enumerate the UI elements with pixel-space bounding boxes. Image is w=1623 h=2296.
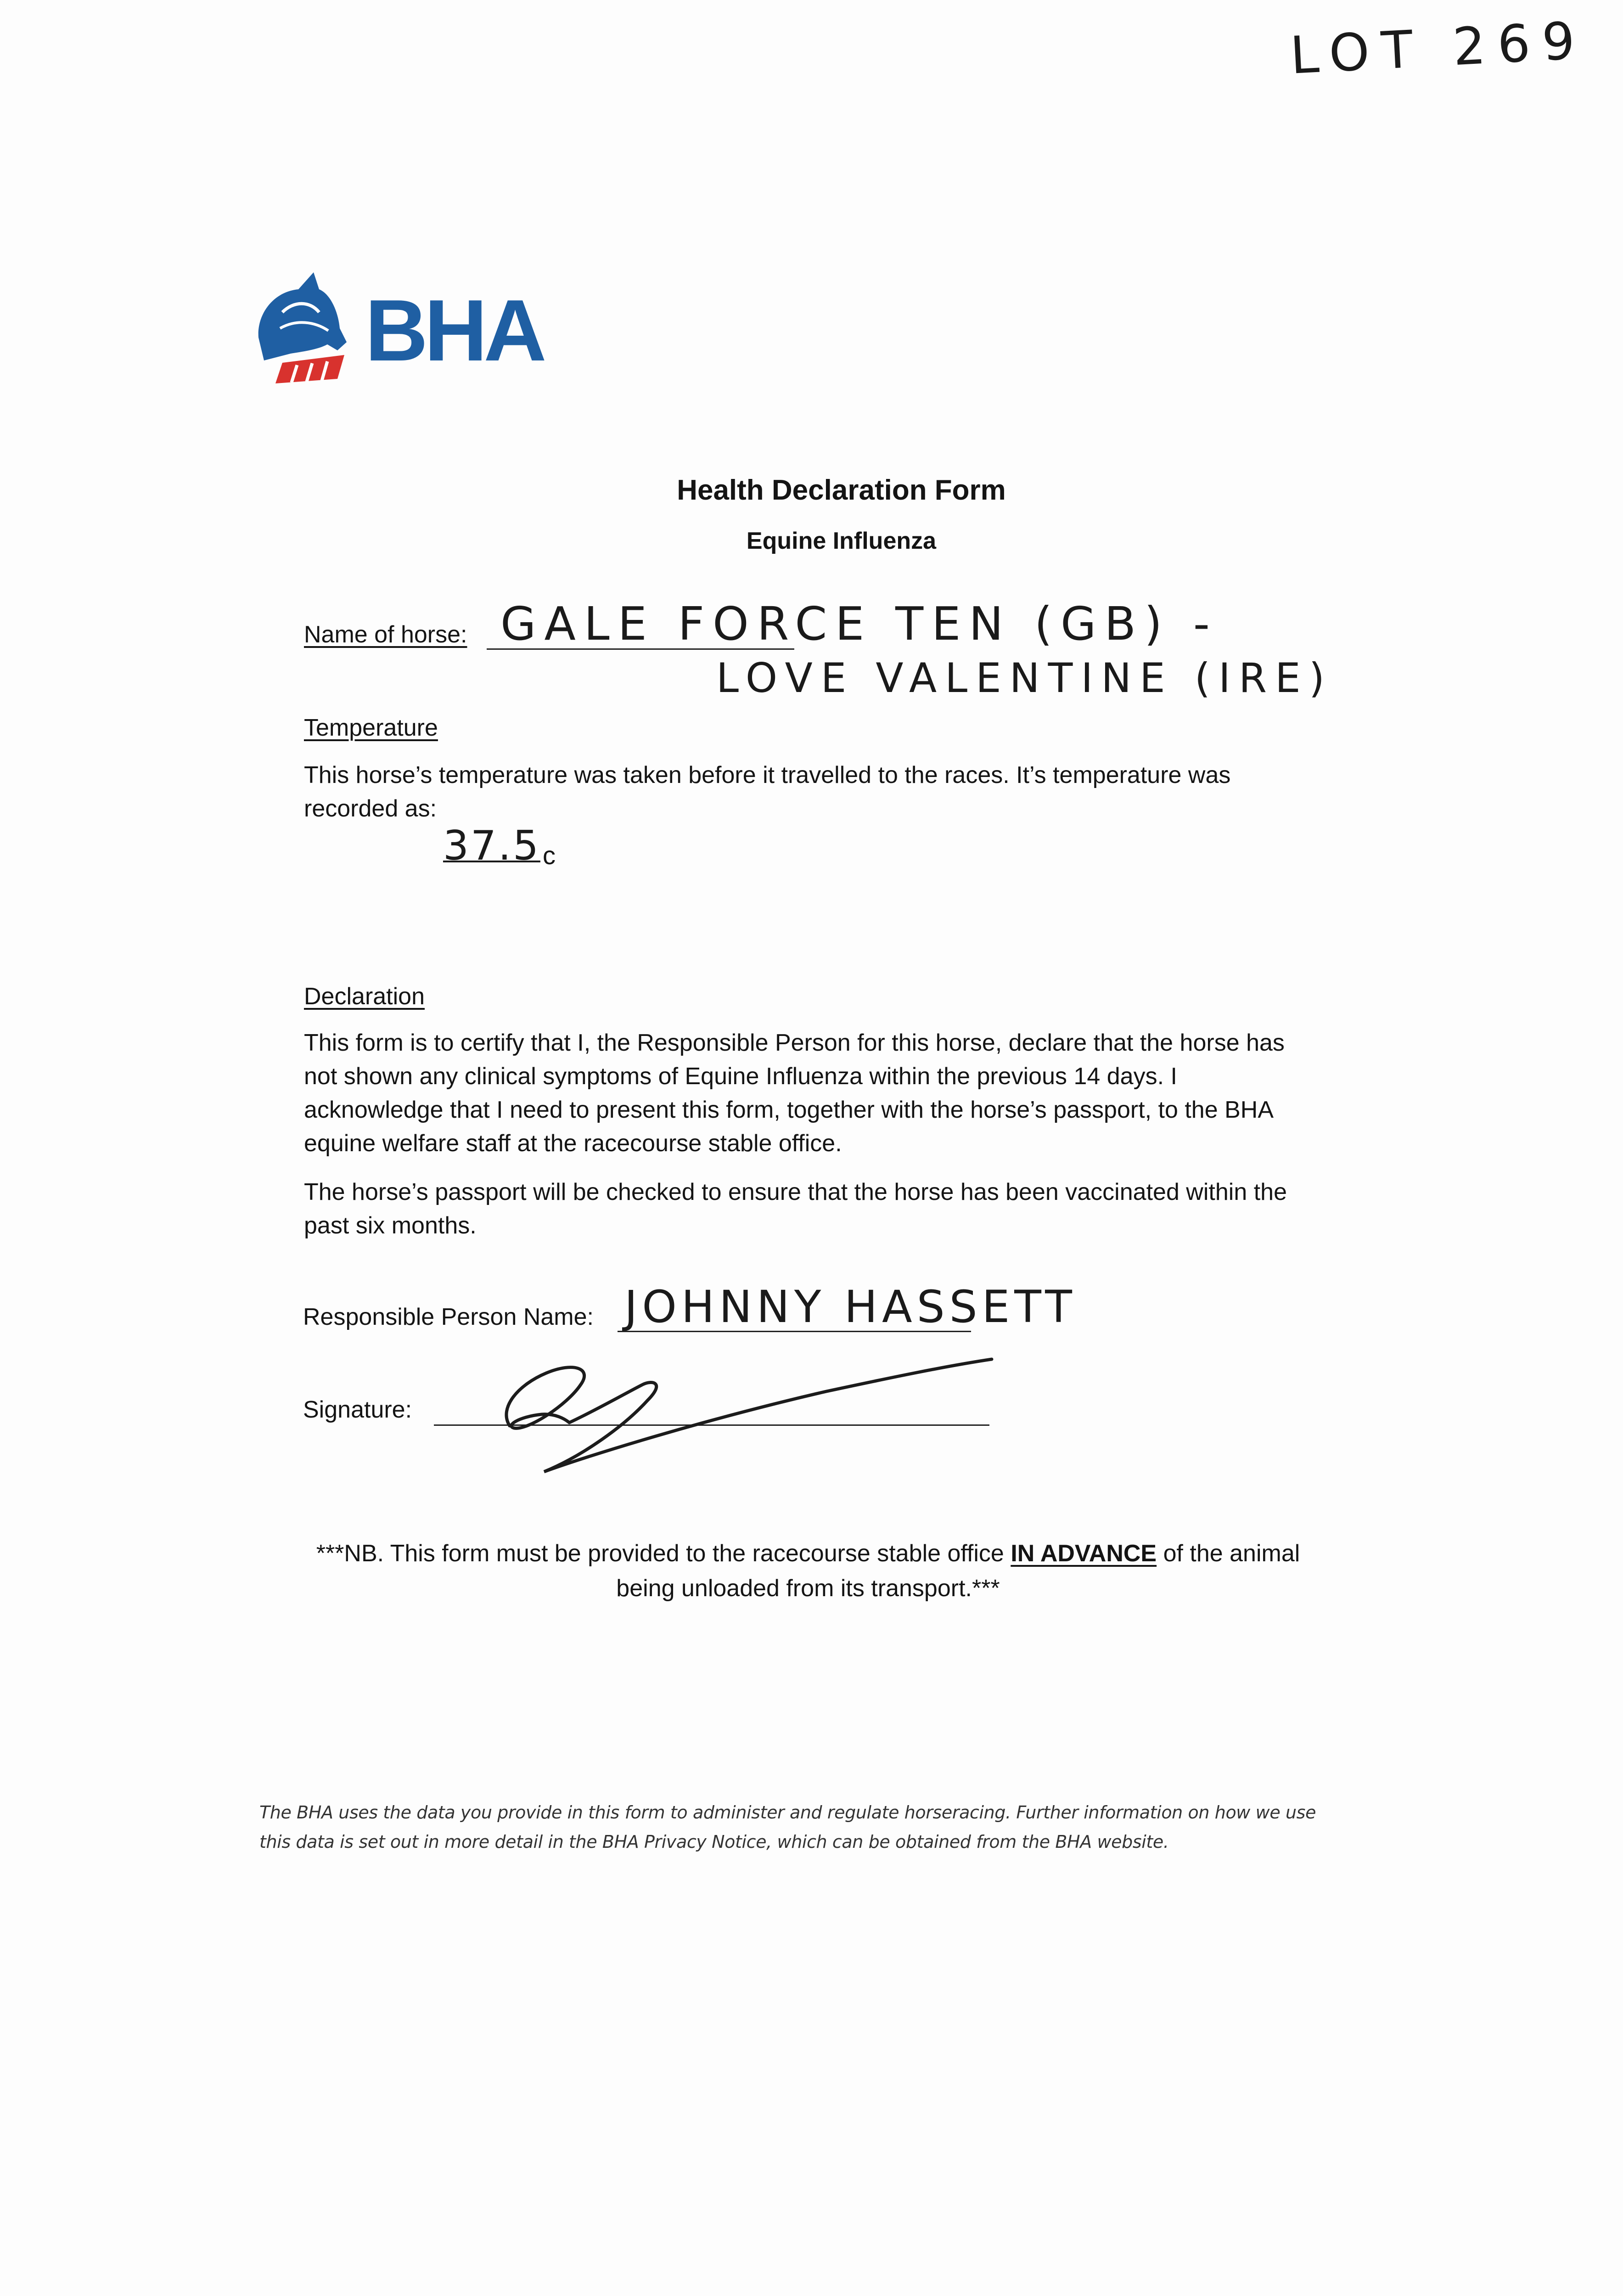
temperature-text: This horse’s temperature was taken before it travelled to the races. It’s temperature was recorded as: — [304, 762, 1231, 822]
signature-label: Signature: — [303, 1396, 412, 1423]
temperature-value: 37.5 — [443, 822, 540, 869]
horse-name-line1: GALE FORCE TEN (GB) - — [500, 597, 1218, 651]
bha-logo — [255, 269, 549, 383]
form-subtitle: Equine Influenza — [746, 528, 937, 554]
signature-scribble — [477, 1341, 1074, 1488]
declaration-paragraph-1: This form is to certify that I, the Responsible Person for this horse, declare that the horse has not shown any clinical symptoms of Equine Influenza within the previous 14 days. I acknowledge that I need to present this form, together with the horse’s passport, to the BHA equine welfare staff at the racecourse stable office. — [304, 1030, 1285, 1157]
temperature-heading: Temperature — [304, 715, 438, 741]
declaration-paragraph-2: The horse’s passport will be checked to ensure that the horse has been vaccinated within the past six months. — [304, 1179, 1287, 1239]
notice-emphasis: IN ADVANCE — [1011, 1540, 1157, 1567]
declaration-heading: Declaration — [304, 983, 425, 1010]
bha-wordmark: BHA — [365, 282, 543, 379]
notice-suffix: of the animal being unloaded from its transport.*** — [616, 1540, 1300, 1602]
horse-name-line2: LOVE VALENTINE (IRE) — [716, 654, 1333, 702]
form-title: Health Declaration Form — [677, 474, 1006, 506]
advance-notice — [294, 1536, 1322, 1606]
responsible-person-value: JOHNNY HASSETT — [624, 1281, 1077, 1333]
notice-prefix: ***NB. This form must be provided to the racecourse stable office — [316, 1540, 1004, 1567]
lot-annotation: LOT 269 — [1289, 11, 1589, 86]
horse-head-icon — [258, 272, 347, 383]
privacy-footer: The BHA uses the data you provide in this form to administer and regulate horseracing. Further information on how we use this data is set out in more detail in the BHA Privacy Notice, which can be obtained from the BHA website. — [259, 1802, 1316, 1852]
responsible-person-label: Responsible Person Name: — [303, 1304, 594, 1330]
horse-name-label: Name of horse: — [304, 621, 467, 648]
temperature-unit: c — [543, 841, 556, 870]
